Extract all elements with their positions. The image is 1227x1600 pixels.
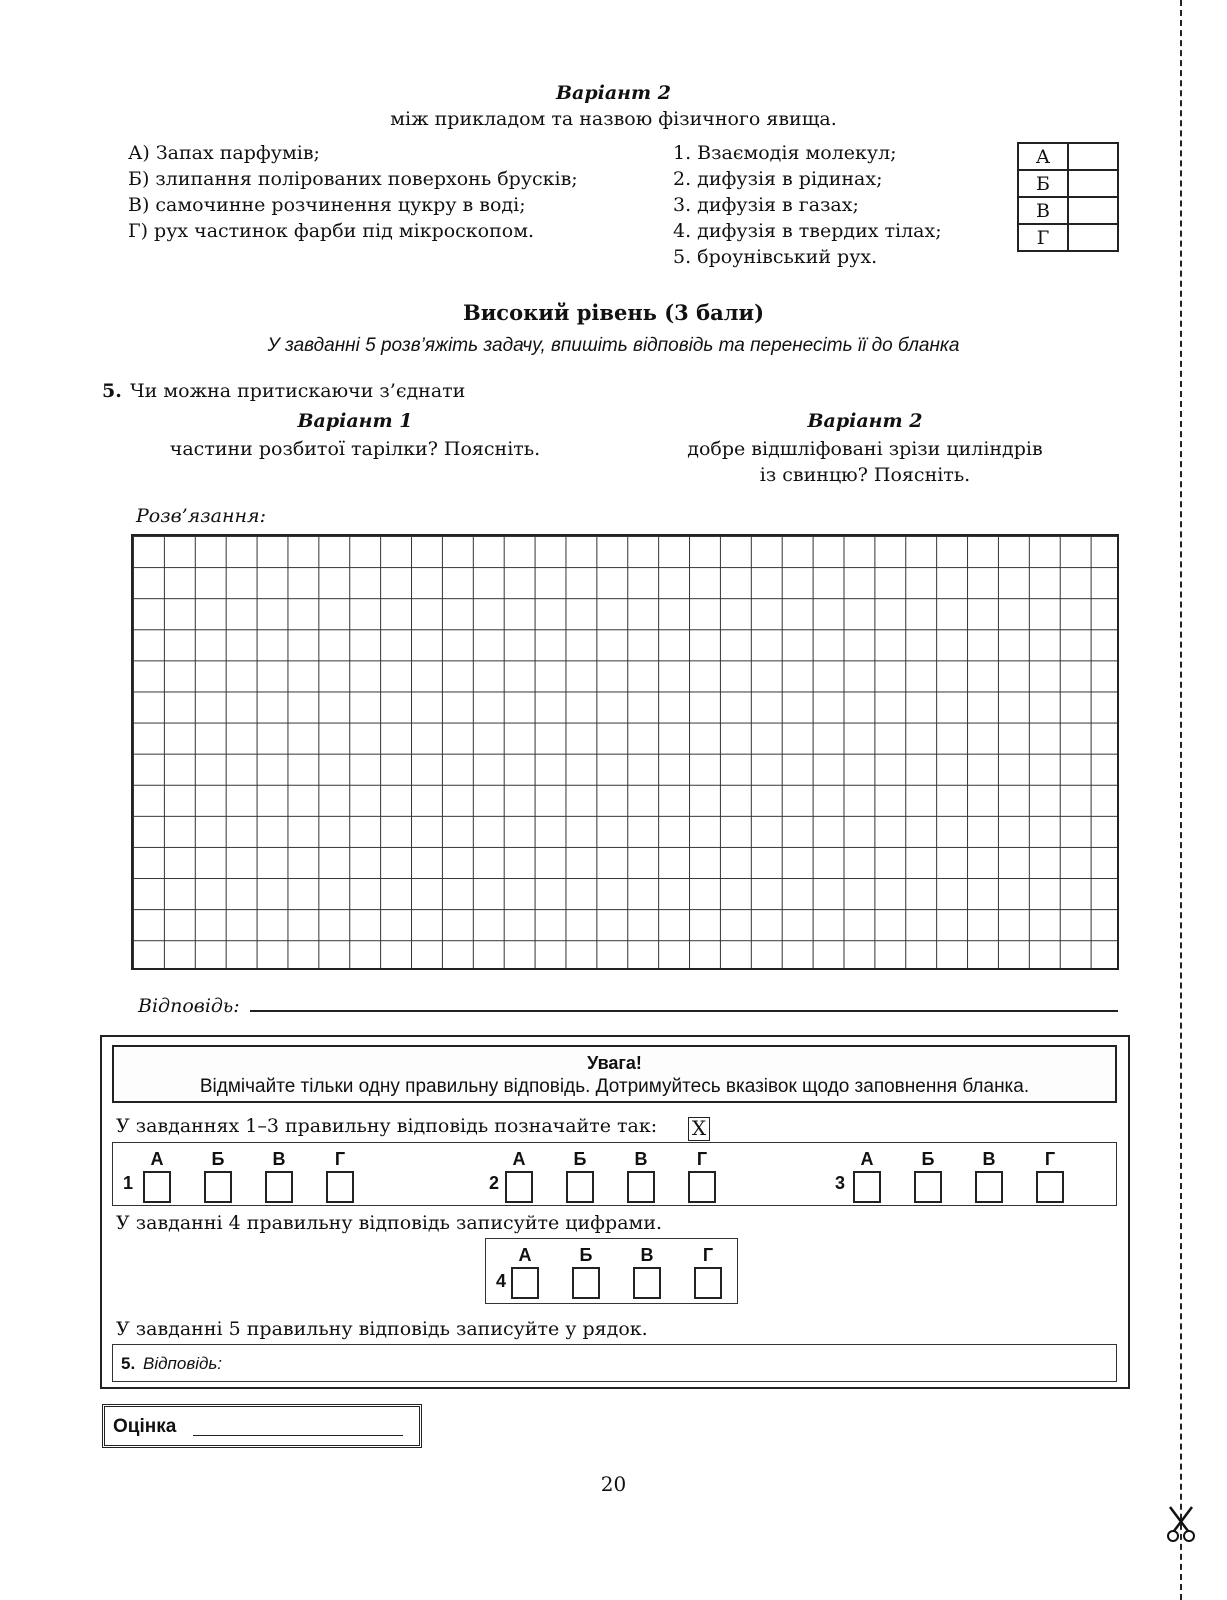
answer-checkbox[interactable] [265,1171,293,1203]
right-items-list [673,140,942,270]
solution-grid[interactable] [131,534,1119,970]
match-answer-cell[interactable] [1068,143,1118,170]
option-label: Г [702,1245,714,1265]
match-letter: Г [1018,224,1068,251]
option-label: А [860,1149,874,1169]
option-label: А [150,1149,164,1169]
grade-line[interactable] [193,1435,403,1436]
option-label: В [982,1149,996,1169]
answer-checkbox[interactable] [627,1171,655,1203]
tasks-1-3-instruction: У завданнях 1–3 правильну відповідь позначайте так: [116,1115,658,1137]
task4-instruction: У завданні 4 правильну відповідь записуйте цифрами. [116,1212,663,1234]
variant2-header: Варіант 2 [556,82,671,104]
task4-answer-row [485,1238,738,1304]
option-label: Г [334,1149,346,1169]
option-label: Б [573,1149,587,1169]
option-label: Б [921,1149,935,1169]
answer-checkbox[interactable] [1036,1171,1064,1203]
digit-box[interactable] [511,1267,539,1299]
option-label: Б [579,1245,593,1265]
task5-variant1-text: частини розбитої тарілки? Поясніть. [169,438,541,460]
option-label: А [518,1245,532,1265]
task5-variant2-label: Варіант 2 [807,410,923,432]
match-letter: Б [1018,170,1068,197]
option-label: В [272,1149,286,1169]
task5-variant2-line2: із свинцю? Поясніть. [759,464,971,486]
attention-title: Увага! [587,1053,642,1073]
row-number: 2 [489,1173,500,1193]
option-label: Г [696,1149,708,1169]
option-label: В [640,1245,654,1265]
match-letter: А [1018,143,1068,170]
right-item: 5. броунівський рух. [673,246,878,268]
right-item: 2. дифузія в рідинах; [673,168,883,190]
high-level-title: Високий рівень (3 бали) [462,300,765,325]
left-item: Г) рух частинок фарби під мікроскопом. [128,220,535,242]
cut-line [1180,0,1182,1600]
answer-checkbox[interactable] [566,1171,594,1203]
right-item: 3. дифузія в газах; [673,194,859,216]
attention-box [112,1045,1117,1103]
row-number: 3 [835,1173,846,1193]
answer-checkbox[interactable] [853,1171,881,1203]
task5-question: Чи можна притискаючи з’єднати [130,380,466,402]
scissors-icon [1166,1505,1196,1545]
answer-label: Відповідь: [138,995,240,1017]
task5-variant2-line1: добре відшліфовані зрізи циліндрів [687,438,1043,460]
digit-box[interactable] [694,1267,722,1299]
task5-variant1-label: Варіант 1 [297,410,413,432]
answer-checkbox[interactable] [326,1171,354,1203]
match-letter: В [1018,197,1068,224]
match-answer-cell[interactable] [1068,197,1118,224]
row-number: 1 [123,1173,134,1193]
match-answer-cell[interactable] [1068,224,1118,251]
option-label: Б [211,1149,225,1169]
attention-text: Відмічайте тільки одну правильну відповідь. Дотримуйтесь вказівок щодо заповнення бланка. [199,1076,1030,1097]
digit-box[interactable] [633,1267,661,1299]
answer-checkbox[interactable] [204,1171,232,1203]
tasks-1-3-answer-row [112,1142,1117,1206]
task5-instruction: У завданні 5 правильну відповідь записуйте у рядок. [116,1318,648,1340]
left-item: Б) злипання полірованих поверхонь брусків; [128,168,578,190]
answer-checkbox[interactable] [688,1171,716,1203]
grade-box [102,1404,422,1448]
answer-checkbox[interactable] [505,1171,533,1203]
match-answer-cell[interactable] [1068,170,1118,197]
answer-checkbox[interactable] [975,1171,1003,1203]
task5-answer-label: Відповідь: [143,1354,223,1373]
left-item: А) Запах парфумів; [128,142,320,164]
left-items-list [128,140,578,244]
right-item: 1. Взаємодія молекул; [673,142,897,164]
solution-label: Розв’язання: [136,505,266,527]
high-level-instruction: У завданні 5 розв’яжіть задачу, впишіть відповідь та перенесіть її до бланка [267,335,960,356]
answer-checkbox[interactable] [914,1171,942,1203]
left-item: В) самочинне розчинення цукру в воді; [128,194,526,216]
row-number: 4 [496,1271,507,1291]
answer-line[interactable] [250,1010,1118,1012]
option-label: В [634,1149,648,1169]
answer-checkbox[interactable] [143,1171,171,1203]
match-table [1017,142,1119,252]
option-label: А [512,1149,526,1169]
task5-answer-field[interactable] [112,1344,1117,1382]
task5-answer-number: 5. [121,1354,136,1373]
variant2-subtitle: між прикладом та назвою фізичного явища. [390,108,837,130]
x-mark-example: X [688,1117,710,1141]
digit-box[interactable] [572,1267,600,1299]
right-item: 4. дифузія в твердих тілах; [673,220,942,242]
page-number: 20 [600,1472,627,1496]
task5-number: 5. [102,380,122,402]
option-label: Г [1044,1149,1056,1169]
grade-label: Оцінка [113,1416,177,1437]
